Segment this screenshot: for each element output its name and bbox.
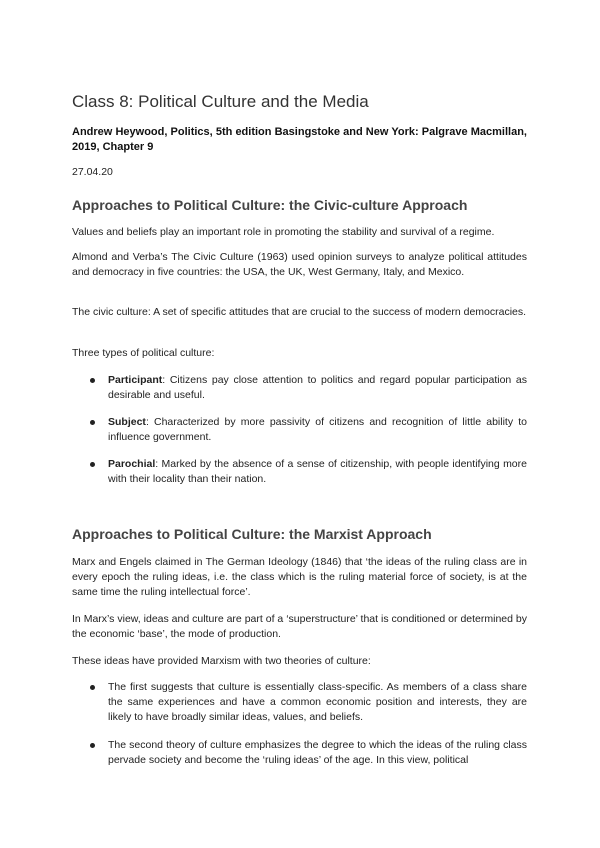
definition: : Marked by the absence of a sense of citizenship, with people identifying more with their locality than their nation. [108, 458, 527, 485]
section-heading-marxist: Approaches to Political Culture: the Marxist Approach [72, 526, 432, 542]
term: Participant [108, 374, 163, 386]
list-item [90, 457, 527, 487]
list-item-text: The second theory of culture emphasizes the degree to which the ideas of the ruling class pervade society and become the ‘ruling ideas’ of the age. In this view, political [108, 739, 527, 766]
list-item [90, 415, 527, 445]
page-title: Class 8: Political Culture and the Media [72, 92, 369, 111]
paragraph: Values and beliefs play an important role in promoting the stability and survival of a regime. [72, 226, 495, 238]
bullet-icon [90, 743, 95, 748]
bullet-icon [90, 685, 95, 690]
term: Parochial [108, 458, 156, 470]
definition: : Citizens pay close attention to politics and regard popular participation as desirable and useful. [108, 374, 527, 401]
theories-list [90, 680, 527, 768]
term: Subject [108, 416, 146, 428]
citation: Andrew Heywood, Politics, 5th edition Basingstoke and New York: Palgrave Macmillan, 2019, Chapter 9 [72, 126, 527, 153]
paragraph: The civic culture: A set of specific attitudes that are crucial to the success of modern democracies. [72, 306, 527, 318]
paragraph: Marx and Engels claimed in The German Ideology (1846) that ‘the ideas of the ruling class are in every epoch the ruling ideas, i.e. the class which is the ruling material force of society, is at the same time the ruling intellectual force’. [72, 556, 527, 598]
list-item [90, 738, 527, 768]
paragraph: In Marx’s view, ideas and culture are part of a ‘superstructure’ that is conditioned or determined by the economic ‘base’, the mode of production. [72, 613, 527, 640]
paragraph: Almond and Verba’s The Civic Culture (1963) used opinion surveys to analyze political attitudes and democracy in five countries: the USA, the UK, West Germany, Italy, and Mexico. [72, 251, 527, 278]
paragraph: These ideas have provided Marxism with two theories of culture: [72, 655, 371, 667]
bullet-icon [90, 378, 95, 383]
list-item [90, 373, 527, 403]
date: 27.04.20 [72, 166, 113, 178]
list-item [90, 680, 527, 725]
bullet-icon [90, 420, 95, 425]
paragraph: Three types of political culture: [72, 347, 215, 359]
definition: : Characterized by more passivity of citizens and recognition of little ability to influence government. [108, 416, 527, 443]
bullet-icon [90, 462, 95, 467]
culture-types-list [90, 373, 527, 487]
section-heading-civic: Approaches to Political Culture: the Civic-culture Approach [72, 197, 468, 213]
list-item-text: The first suggests that culture is essentially class-specific. As members of a class share the same experiences and have a common economic position and interests, they are likely to have broadly similar ideas, values, and beliefs. [108, 681, 527, 723]
